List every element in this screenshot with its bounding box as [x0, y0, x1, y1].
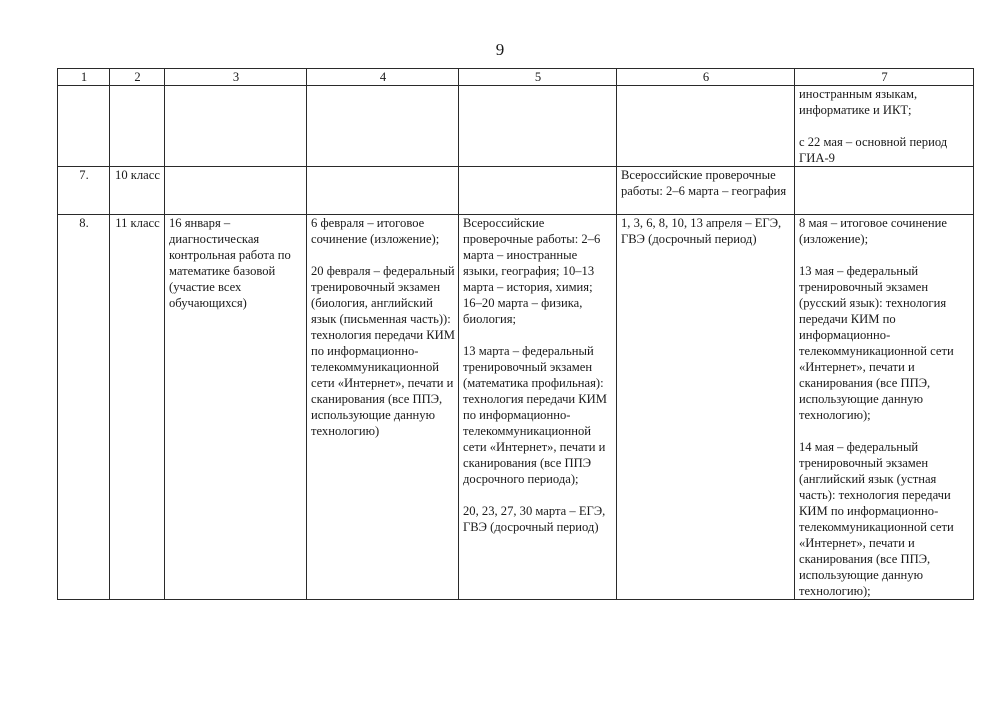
table-cell — [459, 215, 617, 600]
table-cell — [307, 86, 459, 167]
row-number: 7. — [58, 167, 110, 215]
table-row-continuation — [58, 86, 974, 167]
schedule-table — [57, 68, 974, 600]
table-cell — [617, 86, 795, 167]
class-cell: 11 класс — [110, 215, 165, 600]
cell-paragraph: 14 мая – федеральный тренировочный экзамен (английский язык (устная часть): технология передачи КИМ по информационно-телекоммуникационной сети «Интернет», печати и сканирования (все ППЭ, использующие данную технологию); — [799, 440, 954, 598]
row-number: 8. — [58, 215, 110, 600]
table-cell — [459, 167, 617, 215]
table-cell — [110, 86, 165, 167]
table-cell: 1, 3, 6, 8, 10, 13 апреля – ЕГЭ, ГВЭ (досрочный период) — [617, 215, 795, 600]
table-cell — [165, 86, 307, 167]
table-cell — [795, 215, 974, 600]
cell-paragraph: 13 марта – федеральный тренировочный экзамен (математика профильная): технология передачи КИМ по информационно-телекоммуникационной сети «Интернет», печати и сканирования (все ППЭ досрочного периода); — [463, 344, 607, 486]
table-header-row — [58, 69, 974, 86]
table-cell — [165, 167, 307, 215]
table-row-7 — [58, 167, 974, 215]
cell-paragraph: 13 мая – федеральный тренировочный экзамен (русский язык): технология передачи КИМ по информационно-телекоммуникационной сети «Интернет», печати и сканирования (все ППЭ, использующие данную технологию); — [799, 264, 954, 422]
cell-paragraph: 8 мая – итоговое сочинение (изложение); — [799, 216, 947, 246]
table-cell — [307, 167, 459, 215]
column-header: 2 — [110, 69, 165, 86]
column-header: 3 — [165, 69, 307, 86]
table-cell — [459, 86, 617, 167]
column-header: 5 — [459, 69, 617, 86]
table-cell — [795, 86, 974, 167]
cell-paragraph: 20, 23, 27, 30 марта – ЕГЭ, ГВЭ (досрочный период) — [463, 504, 606, 534]
cell-paragraph: с 22 мая – основной период ГИА-9 — [799, 135, 948, 165]
cell-paragraph: 20 февраля – федеральный тренировочный экзамен (биология, английский язык (письменная часть)): технология передачи КИМ по информационно-телекоммуникационной сети «Интернет», печати и сканирования (все ППЭ, использующие данную технологию) — [311, 264, 455, 438]
column-header: 1 — [58, 69, 110, 86]
table-cell: 16 января – диагностическая контрольная работа по математике базовой (участие всех обучающихся) — [165, 215, 307, 600]
table-cell — [58, 86, 110, 167]
table-cell — [307, 215, 459, 600]
table-row-8 — [58, 215, 974, 600]
column-header: 6 — [617, 69, 795, 86]
cell-paragraph: 6 февраля – итоговое сочинение (изложение); — [311, 216, 440, 246]
table-cell: Всероссийские проверочные работы: 2–6 марта – география — [617, 167, 795, 215]
column-header: 7 — [795, 69, 974, 86]
cell-paragraph: иностранным языкам, информатике и ИКТ; — [799, 87, 918, 117]
table-cell — [795, 167, 974, 215]
cell-paragraph: Всероссийские проверочные работы: 2–6 марта – иностранные языки, география; 10–13 марта – история, химия; 16–20 марта – физика, биология; — [463, 216, 601, 326]
page-number: 9 — [495, 40, 505, 59]
class-cell: 10 класс — [110, 167, 165, 215]
column-header: 4 — [307, 69, 459, 86]
